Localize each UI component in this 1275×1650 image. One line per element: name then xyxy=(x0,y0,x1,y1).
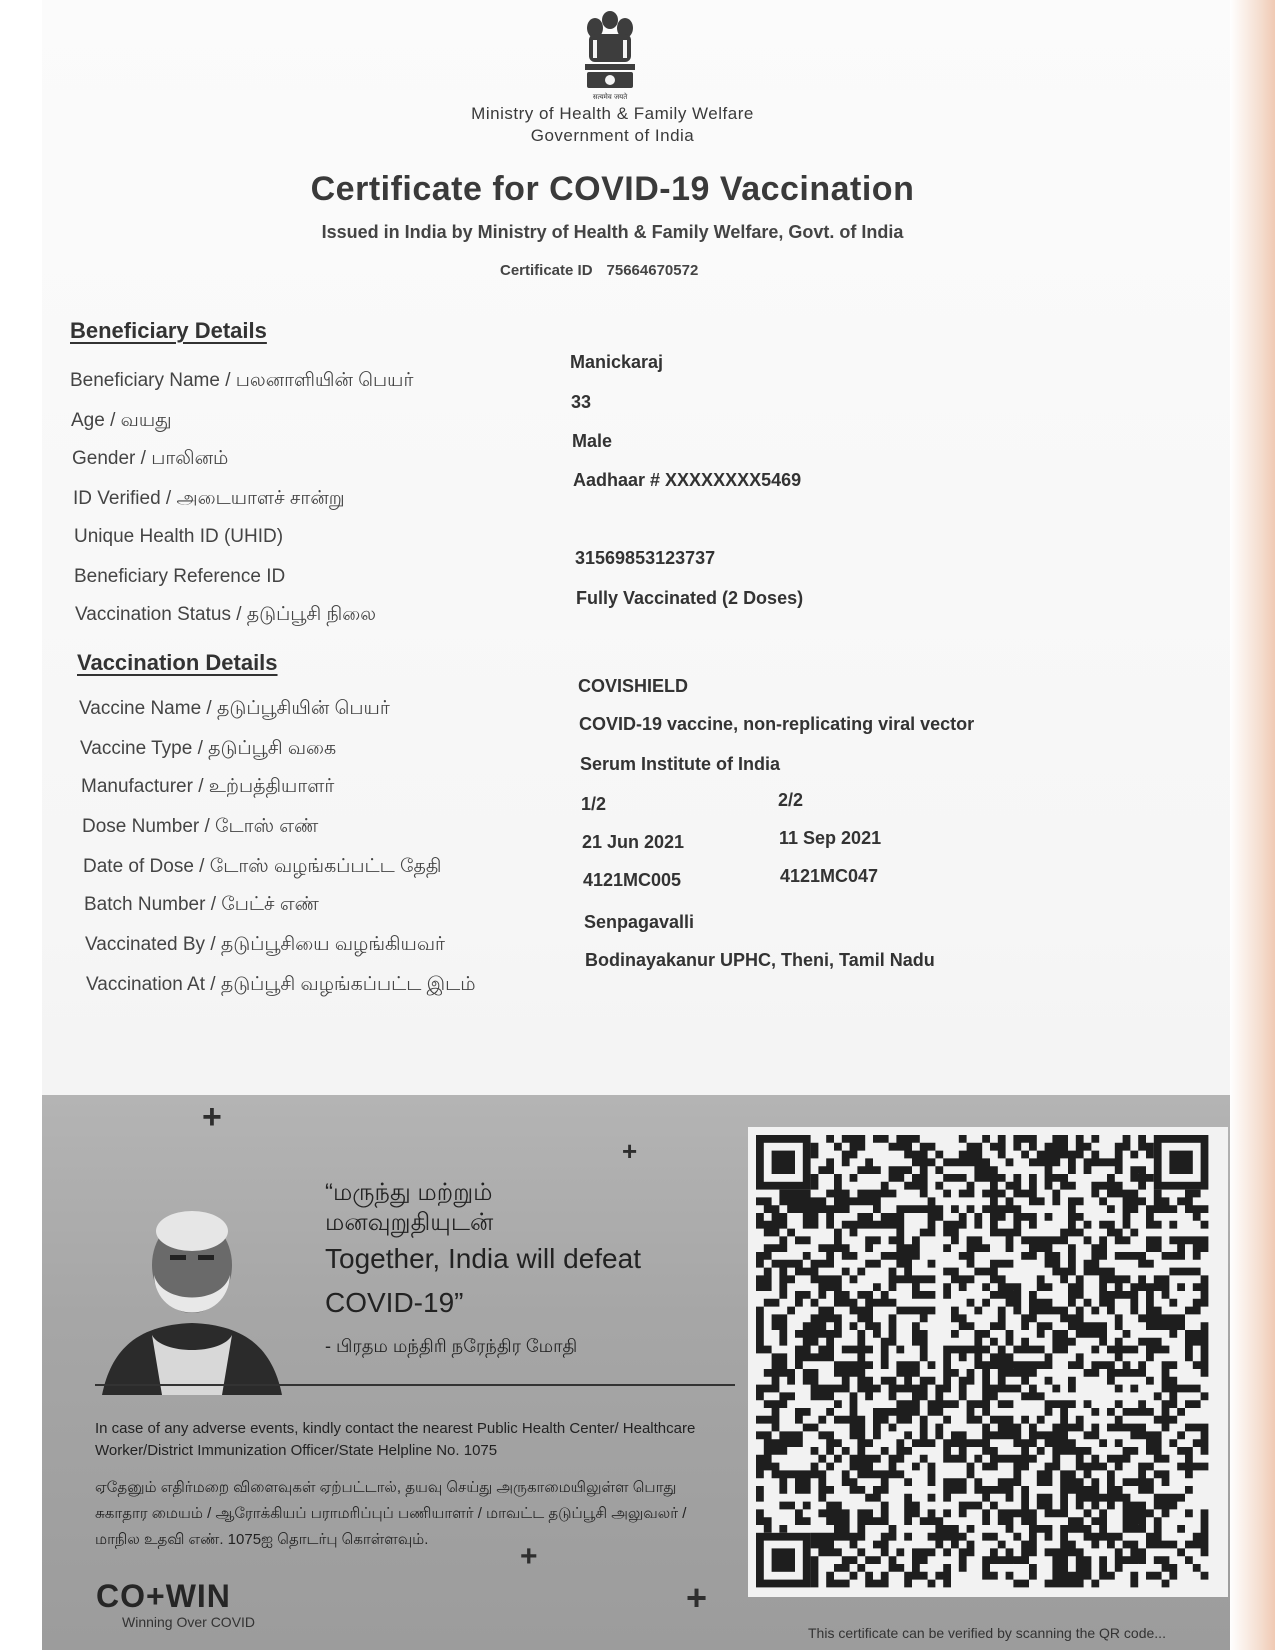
divider xyxy=(95,1384,735,1386)
value-beneficiary-name: Manickaraj xyxy=(570,352,664,372)
label-age: Age / வயது xyxy=(71,410,172,431)
label-reference-id: Beneficiary Reference ID xyxy=(74,566,286,587)
qr-code xyxy=(748,1127,1228,1597)
quote-tamil xyxy=(325,1178,493,1238)
label-id-verified: ID Verified / அடையாளச் சான்று xyxy=(73,488,345,509)
label-manufacturer: Manufacturer / உற்பத்தியாளர் xyxy=(81,776,335,797)
value-manufacturer: Serum Institute of India xyxy=(580,754,781,774)
quote-english-line2: COVID-19” xyxy=(325,1287,464,1318)
label-uhid: Unique Health ID (UHID) xyxy=(74,526,284,547)
quote-tamil-line2: மனவுறுதியுடன் xyxy=(325,1209,494,1236)
plus-decoration-icon: + xyxy=(622,1136,638,1166)
prime-minister-photo xyxy=(92,1195,292,1395)
plus-decoration-icon: + xyxy=(202,1098,222,1136)
value-vaccinated-at: Bodinayakanur UPHC, Theni, Tamil Nadu xyxy=(585,950,935,970)
value-vaccine-name: COVISHIELD xyxy=(578,676,689,696)
emblem-motto: सत्यमेव जयते xyxy=(592,93,628,101)
value-age: 33 xyxy=(571,392,592,412)
label-date-of-dose: Date of Dose / டோஸ் வழங்கப்பட்ட தேதி xyxy=(83,856,442,877)
page-title: Certificate for COVID-19 Vaccination xyxy=(310,170,915,208)
label-vaccine-type: Vaccine Type / தடுப்பூசி வகை xyxy=(80,738,337,759)
value-dose2-batch: 4121MC047 xyxy=(780,866,879,886)
value-dose1-date: 21 Jun 2021 xyxy=(582,832,685,852)
certificate-id xyxy=(500,262,698,279)
certificate-id-label: Certificate ID xyxy=(500,262,593,279)
value-dose1-batch: 4121MC005 xyxy=(583,870,682,890)
value-reference-id: 31569853123737 xyxy=(575,548,716,568)
label-vaccinated-at: Vaccination At / தடுப்பூசி வழங்கப்பட்ட இடம் xyxy=(86,974,476,995)
verify-note: This certificate can be verified by scanning the QR code... xyxy=(808,1625,1166,1641)
label-beneficiary-name: Beneficiary Name / பலனாளியின் பெயர் xyxy=(70,370,414,391)
national-emblem-icon xyxy=(575,6,645,102)
page-edge-shadow xyxy=(1230,0,1275,1650)
value-dose1-number: 1/2 xyxy=(581,794,607,814)
value-vaccine-type: COVID-19 vaccine, non-replicating viral vector xyxy=(579,714,975,734)
value-dose2-number: 2/2 xyxy=(778,790,804,810)
plus-decoration-icon: + xyxy=(520,1540,538,1573)
vaccination-heading: Vaccination Details xyxy=(77,650,278,675)
label-vaccine-name: Vaccine Name / தடுப்பூசியின் பெயர் xyxy=(79,698,390,719)
page-subtitle: Issued in India by Ministry of Health & Family Welfare, Govt. of India xyxy=(321,222,904,242)
government-name: Government of India xyxy=(530,126,695,145)
quote-english-line1: Together, India will defeat xyxy=(325,1243,641,1274)
quote-attribution: - பிரதம மந்திரி நரேந்திர மோதி xyxy=(325,1336,578,1356)
label-vaccination-status: Vaccination Status / தடுப்பூசி நிலை xyxy=(75,604,376,625)
value-id-verified: Aadhaar # XXXXXXXX5469 xyxy=(573,470,802,490)
label-vaccinated-by: Vaccinated By / தடுப்பூசியை வழங்கியவர் xyxy=(85,934,445,955)
quote-tamil-line1: “மருந்து மற்றும் xyxy=(325,1179,493,1206)
label-batch-number: Batch Number / பேட்ச் எண் xyxy=(84,894,319,915)
value-vaccination-status: Fully Vaccinated (2 Doses) xyxy=(576,588,804,608)
adverse-events-tamil: ஏதேனும் எதிர்மறை விளைவுகள் ஏற்பட்டால், தயவு செய்து அருகாமையிலுள்ள பொது சுகாதார மையம் / ஆரோக்கியப் பராமரிப்புப் பணியாளர் / மாவட்ட தடுப்பூசி அலுவலர் / மாநில உதவி எண். 1075ஐ தொடர்பு கொள்ளவும். xyxy=(95,1479,687,1548)
adverse-events-english: In case of any adverse events, kindly contact the nearest Public Health Center/ Healthcare Worker/District Immunization Officer/State Helpline No. 1075 xyxy=(95,1420,696,1459)
ministry-name: Ministry of Health & Family Welfare xyxy=(471,104,754,123)
label-gender: Gender / பாலினம் xyxy=(72,448,229,469)
value-vaccinated-by: Senpagavalli xyxy=(584,912,695,932)
beneficiary-heading: Beneficiary Details xyxy=(70,318,267,343)
qr-code-icon xyxy=(756,1135,1220,1589)
certificate-id-value: 75664670572 xyxy=(606,262,699,279)
cowin-tagline: Winning Over COVID xyxy=(122,1614,256,1630)
label-dose-number: Dose Number / டோஸ் எண் xyxy=(82,816,319,837)
plus-decoration-icon: + xyxy=(686,1577,708,1618)
cowin-logo: CO+WIN xyxy=(96,1578,231,1614)
quote-english xyxy=(325,1237,641,1325)
value-dose2-date: 11 Sep 2021 xyxy=(779,828,882,848)
value-gender: Male xyxy=(572,431,613,451)
